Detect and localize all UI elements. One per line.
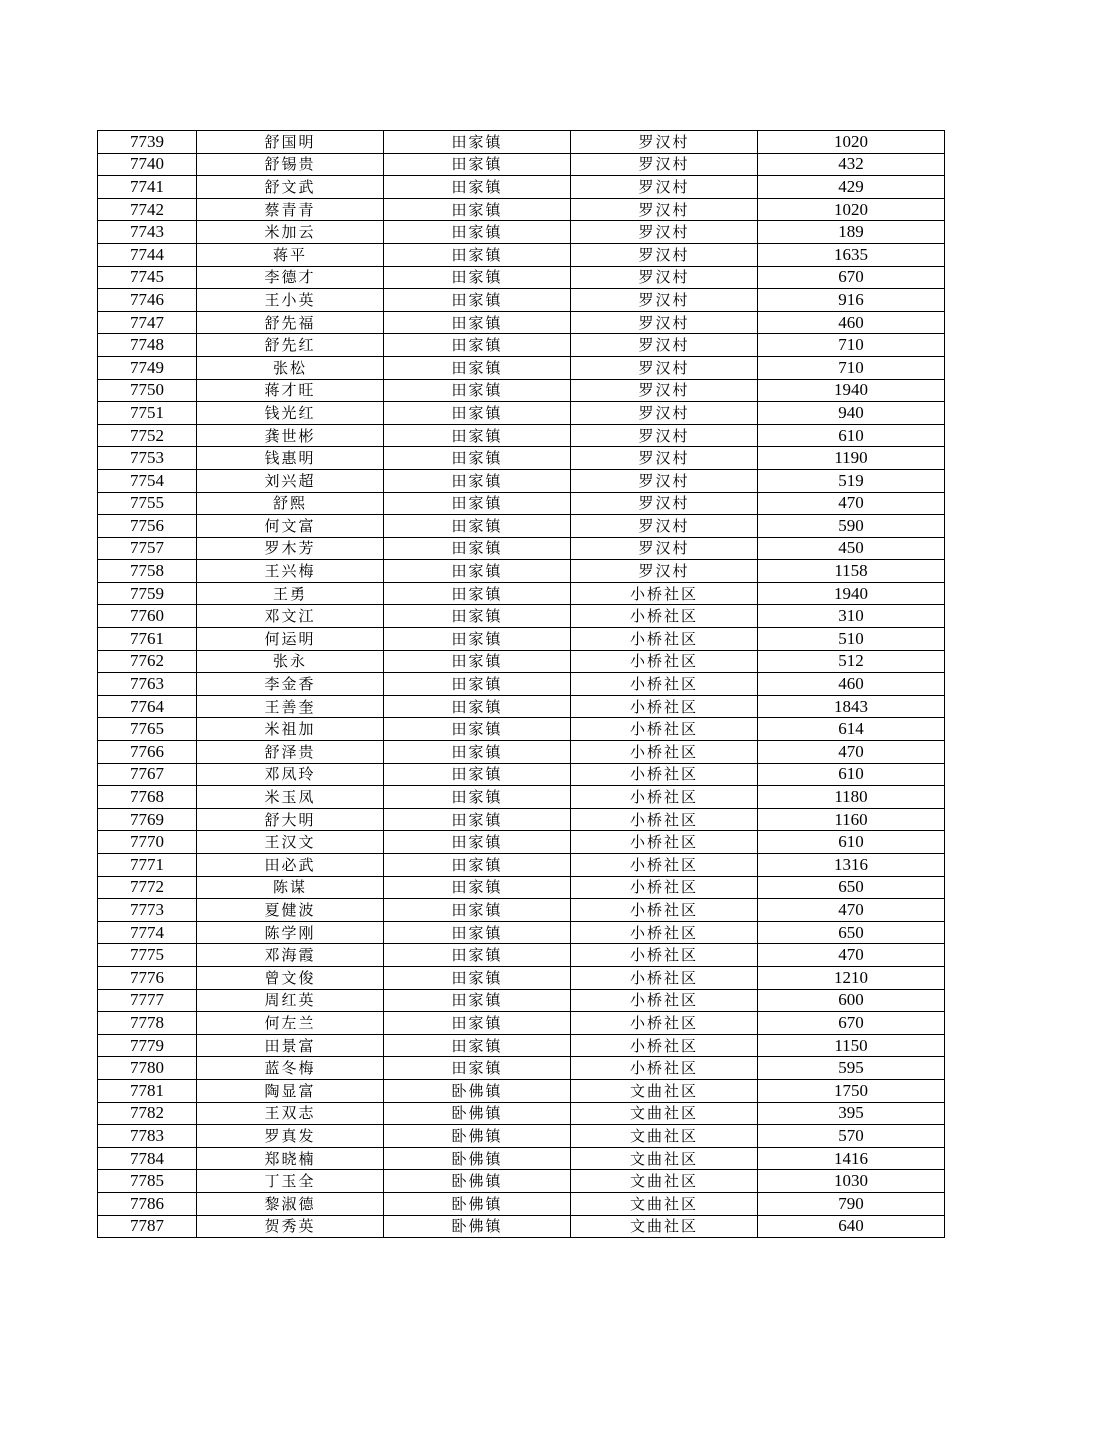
cell-id: 7771 [98,854,197,877]
cell-name: 李金香 [197,673,384,696]
cell-village: 罗汉村 [571,221,758,244]
cell-amount: 1316 [758,854,945,877]
cell-amount: 595 [758,1057,945,1080]
cell-amount: 460 [758,673,945,696]
table-row [98,424,945,447]
cell-amount: 710 [758,356,945,379]
cell-village: 罗汉村 [571,311,758,334]
table-row [98,899,945,922]
cell-village: 小桥社区 [571,673,758,696]
cell-village: 罗汉村 [571,153,758,176]
cell-village: 罗汉村 [571,266,758,289]
table-row [98,1192,945,1215]
cell-town: 田家镇 [384,628,571,651]
cell-village: 文曲社区 [571,1170,758,1193]
cell-id: 7759 [98,582,197,605]
cell-village: 小桥社区 [571,763,758,786]
table-row [98,289,945,312]
cell-town: 卧佛镇 [384,1170,571,1193]
cell-amount: 450 [758,537,945,560]
cell-name: 陈学刚 [197,921,384,944]
cell-village: 文曲社区 [571,1102,758,1125]
cell-amount: 470 [758,741,945,764]
cell-amount: 1635 [758,243,945,266]
cell-amount: 940 [758,402,945,425]
cell-town: 卧佛镇 [384,1215,571,1238]
cell-village: 罗汉村 [571,515,758,538]
cell-village: 小桥社区 [571,1012,758,1035]
cell-name: 何左兰 [197,1012,384,1035]
cell-name: 蒋才旺 [197,379,384,402]
cell-name: 李德才 [197,266,384,289]
cell-amount: 510 [758,628,945,651]
cell-name: 米祖加 [197,718,384,741]
cell-amount: 189 [758,221,945,244]
cell-name: 周红英 [197,989,384,1012]
cell-name: 王勇 [197,582,384,605]
cell-id: 7773 [98,899,197,922]
cell-town: 田家镇 [384,469,571,492]
cell-name: 邓海霞 [197,944,384,967]
table-row [98,311,945,334]
cell-town: 田家镇 [384,153,571,176]
cell-id: 7741 [98,176,197,199]
cell-village: 文曲社区 [571,1125,758,1148]
cell-name: 蓝冬梅 [197,1057,384,1080]
cell-id: 7762 [98,650,197,673]
cell-amount: 1190 [758,447,945,470]
cell-id: 7775 [98,944,197,967]
cell-village: 小桥社区 [571,966,758,989]
table-row [98,1170,945,1193]
cell-amount: 790 [758,1192,945,1215]
cell-village: 罗汉村 [571,469,758,492]
table-row [98,447,945,470]
cell-name: 蔡青青 [197,198,384,221]
cell-town: 田家镇 [384,537,571,560]
cell-id: 7753 [98,447,197,470]
cell-name: 舒先红 [197,334,384,357]
cell-name: 陶显富 [197,1079,384,1102]
cell-id: 7765 [98,718,197,741]
cell-village: 罗汉村 [571,289,758,312]
cell-name: 舒国明 [197,131,384,154]
cell-town: 卧佛镇 [384,1079,571,1102]
cell-town: 田家镇 [384,741,571,764]
table-row [98,131,945,154]
cell-amount: 470 [758,944,945,967]
table-row [98,266,945,289]
cell-name: 蒋平 [197,243,384,266]
cell-town: 田家镇 [384,311,571,334]
cell-village: 小桥社区 [571,741,758,764]
cell-village: 罗汉村 [571,131,758,154]
cell-town: 田家镇 [384,876,571,899]
table-row [98,741,945,764]
cell-id: 7757 [98,537,197,560]
cell-name: 舒大明 [197,808,384,831]
cell-id: 7778 [98,1012,197,1035]
table-row [98,515,945,538]
cell-town: 田家镇 [384,402,571,425]
cell-town: 田家镇 [384,831,571,854]
cell-village: 小桥社区 [571,831,758,854]
cell-id: 7739 [98,131,197,154]
cell-name: 米加云 [197,221,384,244]
cell-id: 7783 [98,1125,197,1148]
cell-id: 7755 [98,492,197,515]
cell-name: 夏健波 [197,899,384,922]
cell-village: 罗汉村 [571,424,758,447]
cell-name: 邓文江 [197,605,384,628]
cell-town: 田家镇 [384,695,571,718]
cell-name: 罗真发 [197,1125,384,1148]
table-row [98,786,945,809]
table-body [98,131,945,1238]
cell-amount: 512 [758,650,945,673]
cell-village: 小桥社区 [571,786,758,809]
cell-amount: 610 [758,424,945,447]
cell-town: 田家镇 [384,424,571,447]
table-row [98,1034,945,1057]
cell-town: 卧佛镇 [384,1125,571,1148]
cell-id: 7746 [98,289,197,312]
cell-id: 7748 [98,334,197,357]
cell-village: 罗汉村 [571,447,758,470]
table-row [98,921,945,944]
cell-id: 7750 [98,379,197,402]
table-row [98,402,945,425]
cell-name: 王汉文 [197,831,384,854]
cell-town: 田家镇 [384,808,571,831]
cell-town: 田家镇 [384,605,571,628]
cell-amount: 1180 [758,786,945,809]
cell-id: 7747 [98,311,197,334]
cell-id: 7768 [98,786,197,809]
table-row [98,1079,945,1102]
cell-amount: 710 [758,334,945,357]
cell-name: 张永 [197,650,384,673]
cell-village: 罗汉村 [571,198,758,221]
cell-name: 米玉凤 [197,786,384,809]
cell-id: 7763 [98,673,197,696]
cell-name: 丁玉全 [197,1170,384,1193]
table-row [98,989,945,1012]
cell-amount: 670 [758,1012,945,1035]
cell-town: 田家镇 [384,763,571,786]
cell-village: 文曲社区 [571,1147,758,1170]
cell-id: 7744 [98,243,197,266]
cell-village: 罗汉村 [571,334,758,357]
cell-amount: 670 [758,266,945,289]
table-row [98,492,945,515]
cell-town: 田家镇 [384,854,571,877]
cell-id: 7740 [98,153,197,176]
table-row [98,582,945,605]
cell-amount: 610 [758,831,945,854]
table-row [98,763,945,786]
cell-id: 7785 [98,1170,197,1193]
cell-village: 罗汉村 [571,356,758,379]
cell-name: 王兴梅 [197,560,384,583]
cell-amount: 519 [758,469,945,492]
cell-village: 小桥社区 [571,1034,758,1057]
cell-town: 田家镇 [384,334,571,357]
cell-town: 田家镇 [384,198,571,221]
table-row [98,1102,945,1125]
cell-id: 7777 [98,989,197,1012]
cell-id: 7772 [98,876,197,899]
cell-town: 田家镇 [384,289,571,312]
cell-name: 舒先福 [197,311,384,334]
cell-name: 王双志 [197,1102,384,1125]
cell-amount: 916 [758,289,945,312]
cell-name: 曾文俊 [197,966,384,989]
cell-town: 田家镇 [384,560,571,583]
table-row [98,176,945,199]
cell-village: 小桥社区 [571,695,758,718]
cell-amount: 640 [758,1215,945,1238]
cell-town: 田家镇 [384,221,571,244]
cell-amount: 1210 [758,966,945,989]
cell-id: 7766 [98,741,197,764]
cell-amount: 1150 [758,1034,945,1057]
cell-village: 小桥社区 [571,876,758,899]
cell-amount: 1940 [758,582,945,605]
table-row [98,356,945,379]
cell-village: 文曲社区 [571,1079,758,1102]
cell-id: 7752 [98,424,197,447]
cell-id: 7745 [98,266,197,289]
cell-village: 小桥社区 [571,921,758,944]
cell-id: 7780 [98,1057,197,1080]
cell-id: 7787 [98,1215,197,1238]
cell-village: 小桥社区 [571,989,758,1012]
cell-id: 7758 [98,560,197,583]
cell-village: 小桥社区 [571,944,758,967]
table-row [98,153,945,176]
cell-town: 田家镇 [384,582,571,605]
cell-amount: 395 [758,1102,945,1125]
cell-id: 7756 [98,515,197,538]
cell-village: 小桥社区 [571,899,758,922]
cell-village: 文曲社区 [571,1192,758,1215]
cell-amount: 432 [758,153,945,176]
cell-town: 田家镇 [384,944,571,967]
cell-village: 小桥社区 [571,808,758,831]
cell-id: 7761 [98,628,197,651]
cell-village: 小桥社区 [571,582,758,605]
table-row [98,605,945,628]
cell-name: 龚世彬 [197,424,384,447]
table-row [98,831,945,854]
cell-name: 郑晓楠 [197,1147,384,1170]
cell-village: 小桥社区 [571,650,758,673]
table-row [98,560,945,583]
cell-town: 田家镇 [384,1057,571,1080]
cell-name: 王小英 [197,289,384,312]
cell-village: 罗汉村 [571,176,758,199]
cell-town: 田家镇 [384,492,571,515]
cell-town: 田家镇 [384,379,571,402]
cell-town: 田家镇 [384,356,571,379]
cell-amount: 460 [758,311,945,334]
cell-village: 罗汉村 [571,537,758,560]
cell-id: 7743 [98,221,197,244]
cell-amount: 650 [758,876,945,899]
cell-amount: 310 [758,605,945,628]
cell-name: 舒熙 [197,492,384,515]
cell-name: 贺秀英 [197,1215,384,1238]
cell-id: 7784 [98,1147,197,1170]
cell-town: 田家镇 [384,515,571,538]
table-row [98,537,945,560]
table-row [98,1125,945,1148]
cell-name: 刘兴超 [197,469,384,492]
cell-id: 7754 [98,469,197,492]
table-row [98,854,945,877]
cell-name: 何文富 [197,515,384,538]
cell-id: 7767 [98,763,197,786]
cell-amount: 470 [758,899,945,922]
cell-village: 罗汉村 [571,560,758,583]
table-row [98,944,945,967]
cell-town: 卧佛镇 [384,1192,571,1215]
cell-id: 7781 [98,1079,197,1102]
cell-town: 田家镇 [384,921,571,944]
cell-name: 钱惠明 [197,447,384,470]
cell-village: 罗汉村 [571,402,758,425]
cell-village: 小桥社区 [571,854,758,877]
cell-name: 田必武 [197,854,384,877]
cell-town: 田家镇 [384,989,571,1012]
cell-village: 小桥社区 [571,718,758,741]
cell-amount: 1750 [758,1079,945,1102]
cell-id: 7742 [98,198,197,221]
table-row [98,650,945,673]
table-row [98,243,945,266]
table-row [98,469,945,492]
table-row [98,876,945,899]
cell-id: 7764 [98,695,197,718]
cell-town: 卧佛镇 [384,1147,571,1170]
cell-amount: 1843 [758,695,945,718]
cell-name: 田景富 [197,1034,384,1057]
cell-amount: 590 [758,515,945,538]
cell-amount: 1020 [758,131,945,154]
cell-amount: 570 [758,1125,945,1148]
cell-town: 田家镇 [384,266,571,289]
cell-village: 文曲社区 [571,1215,758,1238]
cell-id: 7786 [98,1192,197,1215]
cell-town: 田家镇 [384,176,571,199]
cell-town: 田家镇 [384,131,571,154]
table-row [98,221,945,244]
cell-village: 罗汉村 [571,243,758,266]
cell-name: 罗木芳 [197,537,384,560]
cell-id: 7782 [98,1102,197,1125]
cell-town: 田家镇 [384,786,571,809]
cell-id: 7751 [98,402,197,425]
cell-amount: 614 [758,718,945,741]
cell-name: 陈谋 [197,876,384,899]
cell-town: 田家镇 [384,899,571,922]
cell-amount: 610 [758,763,945,786]
cell-town: 田家镇 [384,447,571,470]
cell-name: 钱光红 [197,402,384,425]
cell-town: 田家镇 [384,1034,571,1057]
cell-amount: 1158 [758,560,945,583]
table-row [98,379,945,402]
cell-amount: 429 [758,176,945,199]
cell-id: 7760 [98,605,197,628]
cell-village: 罗汉村 [571,379,758,402]
cell-town: 田家镇 [384,673,571,696]
cell-id: 7769 [98,808,197,831]
cell-amount: 1416 [758,1147,945,1170]
cell-town: 卧佛镇 [384,1102,571,1125]
table-row [98,1012,945,1035]
cell-name: 王善奎 [197,695,384,718]
cell-name: 邓凤玲 [197,763,384,786]
data-table [97,130,945,1238]
cell-village: 小桥社区 [571,1057,758,1080]
cell-town: 田家镇 [384,718,571,741]
cell-amount: 1160 [758,808,945,831]
cell-id: 7779 [98,1034,197,1057]
cell-id: 7749 [98,356,197,379]
table-row [98,808,945,831]
table-row [98,198,945,221]
cell-town: 田家镇 [384,243,571,266]
cell-id: 7776 [98,966,197,989]
cell-village: 小桥社区 [571,605,758,628]
cell-town: 田家镇 [384,966,571,989]
cell-amount: 1030 [758,1170,945,1193]
cell-amount: 600 [758,989,945,1012]
table-row [98,673,945,696]
table-row [98,966,945,989]
cell-name: 舒泽贵 [197,741,384,764]
cell-amount: 470 [758,492,945,515]
table-row [98,718,945,741]
cell-town: 田家镇 [384,650,571,673]
table-row [98,1057,945,1080]
cell-name: 舒文武 [197,176,384,199]
cell-id: 7770 [98,831,197,854]
table-row [98,1215,945,1238]
cell-village: 罗汉村 [571,492,758,515]
table-row [98,1147,945,1170]
cell-amount: 1940 [758,379,945,402]
cell-id: 7774 [98,921,197,944]
table-row [98,334,945,357]
cell-village: 小桥社区 [571,628,758,651]
cell-name: 舒锡贵 [197,153,384,176]
cell-name: 黎淑德 [197,1192,384,1215]
cell-amount: 650 [758,921,945,944]
cell-town: 田家镇 [384,1012,571,1035]
cell-name: 张松 [197,356,384,379]
cell-amount: 1020 [758,198,945,221]
table-row [98,628,945,651]
cell-name: 何运明 [197,628,384,651]
table-row [98,695,945,718]
